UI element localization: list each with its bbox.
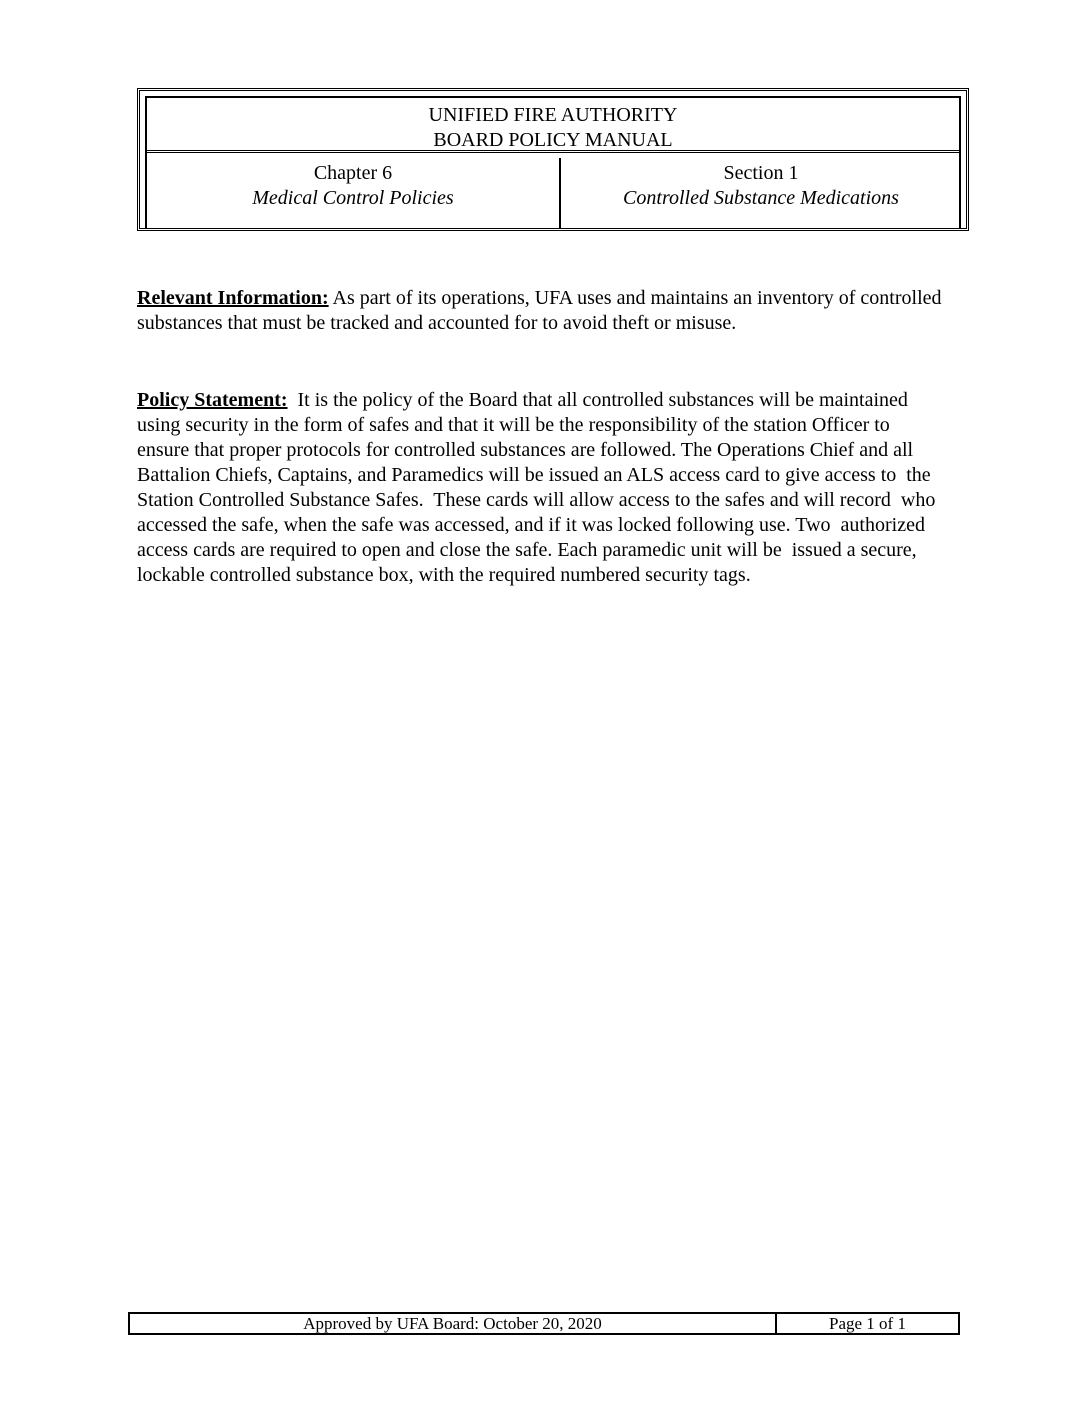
relevant-information-label: Relevant Information: [137,287,329,309]
chapter-label: Chapter 6 [313,162,393,184]
relevant-information-paragraph [137,286,947,336]
approval-date: Approved by UFA Board: October 20, 2020 [130,1314,777,1333]
section-label: Section 1 [723,162,799,184]
manual-name: BOARD POLICY MANUAL [433,129,673,151]
policy-statement-text: It is the policy of the Board that all controlled substances will be maintained using security in the form of safes and that it will be the responsibility of the station Officer to ensure that proper protocols for controlled substances are followed. The Operations Chief and all Battalion Chiefs, Captains, and Paramedics will be issued an ALS access card to give access to the Station Controlled Substance Safes. These cards will allow access to the safes and will record who accessed the safe, when the safe was accessed, and if it was locked following use. Two authorized access cards are required to open and close the safe. Each paramedic unit will be issued a secure, lockable controlled substance box, with the required numbered security tags. [137,389,941,586]
section-cell [563,158,959,228]
org-name: UNIFIED FIRE AUTHORITY [428,104,678,126]
chapter-cell [147,158,561,228]
section-title: Controlled Substance Medications [623,187,899,209]
policy-statement-paragraph [137,388,947,588]
header-inner-frame [145,96,961,228]
footer-table [128,1312,960,1335]
chapter-title: Medical Control Policies [252,187,454,209]
policy-statement-label: Policy Statement: [137,389,288,411]
relevant-information-text: As part of its operations, UFA uses and maintains an inventory of controlled substances that must be tracked and accounted for to avoid theft or misuse. [137,287,942,334]
page-number: Page 1 of 1 [829,1314,906,1333]
header-table [137,88,969,231]
title-row [147,98,959,153]
